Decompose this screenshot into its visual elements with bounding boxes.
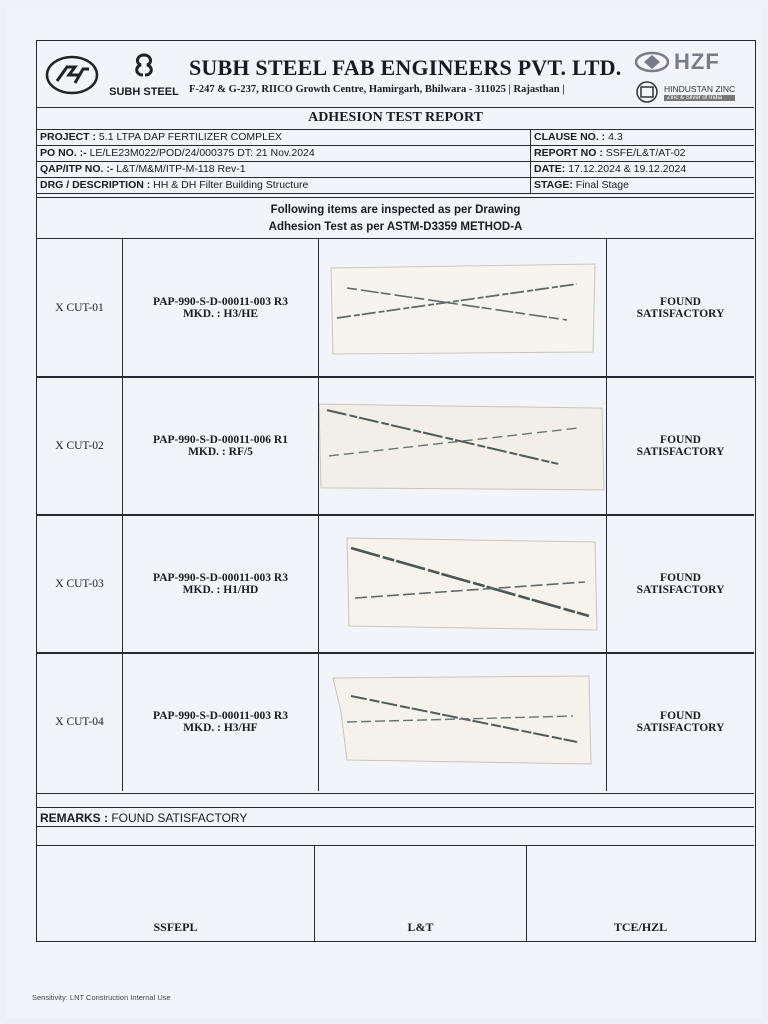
signature-label: L&T xyxy=(407,920,434,934)
mark-number: MKD. : H3/HF xyxy=(183,722,258,734)
hzf-emblem-icon xyxy=(634,51,670,73)
qap-value: L&T/M&M/ITP-M-118 Rev-1 xyxy=(113,163,246,175)
date-label: DATE: xyxy=(534,163,566,175)
hzf-text: HZF xyxy=(674,49,720,74)
drawing-number: PAP-990-S-D-00011-006 R1 xyxy=(153,434,288,446)
result-line-2: SATISFACTORY xyxy=(636,722,725,734)
drg-value: HH & DH Filter Building Structure xyxy=(150,179,309,191)
drawing-cell xyxy=(123,653,319,791)
adhesion-test-table xyxy=(37,239,754,794)
x-cut-sample-photo xyxy=(327,260,599,356)
hindustan-zinc-tagline: Zinc & Silver of India xyxy=(664,95,735,101)
date-value: 17.12.2024 & 19.12.2024 xyxy=(565,163,687,175)
signature-label: TCE/HZL xyxy=(613,920,668,934)
subh-steel-emblem-icon xyxy=(129,53,159,79)
remarks-row xyxy=(37,807,754,827)
remarks-spacer xyxy=(37,827,754,846)
signature-lnt xyxy=(315,845,527,941)
hzf-logo xyxy=(634,49,756,103)
company-block xyxy=(189,55,629,95)
result-cell xyxy=(607,377,754,515)
sample-photo-cell xyxy=(319,515,607,653)
po-label: PO NO. :- xyxy=(40,147,87,159)
subh-steel-logo xyxy=(109,53,179,98)
drawing-number: PAP-990-S-D-00011-003 R3 xyxy=(153,710,288,722)
company-name: SUBH STEEL FAB ENGINEERS PVT. LTD. xyxy=(189,55,622,80)
report-title: ADHESION TEST REPORT xyxy=(37,107,754,130)
result-cell xyxy=(607,653,754,791)
stage-value: Final Stage xyxy=(572,179,629,191)
table-row xyxy=(37,377,754,515)
hindustan-zinc-emblem-icon xyxy=(634,81,660,103)
x-cut-sample-photo xyxy=(319,398,606,494)
cut-id: X CUT-03 xyxy=(37,515,123,653)
signature-block xyxy=(37,845,754,941)
subh-steel-label: SUBH STEEL xyxy=(109,86,179,98)
info-row-qap xyxy=(37,161,754,178)
project-label: PROJECT : xyxy=(40,131,97,143)
drawing-number: PAP-990-S-D-00011-003 R3 xyxy=(153,572,288,584)
drawing-number: PAP-990-S-D-00011-003 R3 xyxy=(153,296,288,308)
x-cut-sample-photo xyxy=(327,672,599,772)
drg-label: DRG / DESCRIPTION : xyxy=(40,179,151,191)
result-line-1: FOUND xyxy=(660,434,701,446)
sample-photo-cell xyxy=(319,239,607,377)
result-cell xyxy=(607,515,754,653)
document-sheet xyxy=(6,8,762,1018)
drawing-cell xyxy=(123,377,319,515)
lnt-logo-icon xyxy=(45,55,99,100)
signature-tce-hzl xyxy=(527,845,754,941)
result-cell xyxy=(607,239,754,377)
signature-label: SSFEPL xyxy=(153,920,198,934)
clause-label: CLAUSE NO. : xyxy=(534,131,606,143)
remarks-label: REMARKS : xyxy=(40,811,108,825)
result-line-2: SATISFACTORY xyxy=(636,446,725,458)
x-cut-sample-photo xyxy=(327,534,599,634)
result-line-2: SATISFACTORY xyxy=(636,308,725,320)
table-row xyxy=(37,515,754,653)
table-row xyxy=(37,653,754,791)
hindustan-zinc-name: HINDUSTAN ZINC xyxy=(664,83,736,94)
subheading-line-1: Following items are inspected as per Drawing xyxy=(270,204,521,216)
table-row xyxy=(37,239,754,377)
mark-number: MKD. : RF/5 xyxy=(188,446,253,458)
info-row-drg xyxy=(37,177,754,193)
report-no-label: REPORT NO : xyxy=(534,147,603,159)
sensitivity-footer: Sensitivity: LNT Construction Internal Use xyxy=(32,993,171,1002)
mark-number: MKD. : H1/HD xyxy=(182,584,259,596)
report-no-value: SSFE/L&T/AT-02 xyxy=(602,147,686,159)
letterhead xyxy=(37,41,754,108)
company-address: F-247 & G-237, RIICO Growth Centre, Hamirgarh, Bhilwara - 311025 | Rajasthan | xyxy=(189,84,565,95)
drawing-cell xyxy=(123,515,319,653)
sample-photo-cell xyxy=(319,377,607,515)
result-line-2: SATISFACTORY xyxy=(636,584,725,596)
remarks-value: FOUND SATISFACTORY xyxy=(108,811,248,825)
signature-ssfepl xyxy=(37,845,315,941)
clause-value: 4.3 xyxy=(605,131,623,143)
cut-id: X CUT-04 xyxy=(37,653,123,791)
drawing-cell xyxy=(123,239,319,377)
info-row-project xyxy=(37,129,754,146)
sample-photo-cell xyxy=(319,653,607,791)
result-line-1: FOUND xyxy=(660,572,701,584)
cut-id: X CUT-01 xyxy=(37,239,123,377)
subheading-line-2: Adhesion Test as per ASTM-D3359 METHOD-A xyxy=(268,221,523,233)
project-value: 5.1 LTPA DAP FERTILIZER COMPLEX xyxy=(96,131,282,143)
result-line-1: FOUND xyxy=(660,296,701,308)
report-frame xyxy=(36,40,756,942)
info-row-po xyxy=(37,145,754,162)
stage-label: STAGE: xyxy=(534,179,573,191)
inspection-subheading xyxy=(37,197,754,239)
result-line-1: FOUND xyxy=(660,710,701,722)
mark-number: MKD. : H3/HE xyxy=(182,308,259,320)
cut-id: X CUT-02 xyxy=(37,377,123,515)
qap-label: QAP/ITP NO. :- xyxy=(40,163,114,175)
po-value: LE/LE23M022/POD/24/000375 DT: 21 Nov.2024 xyxy=(86,147,315,159)
report-info-grid xyxy=(37,129,754,194)
